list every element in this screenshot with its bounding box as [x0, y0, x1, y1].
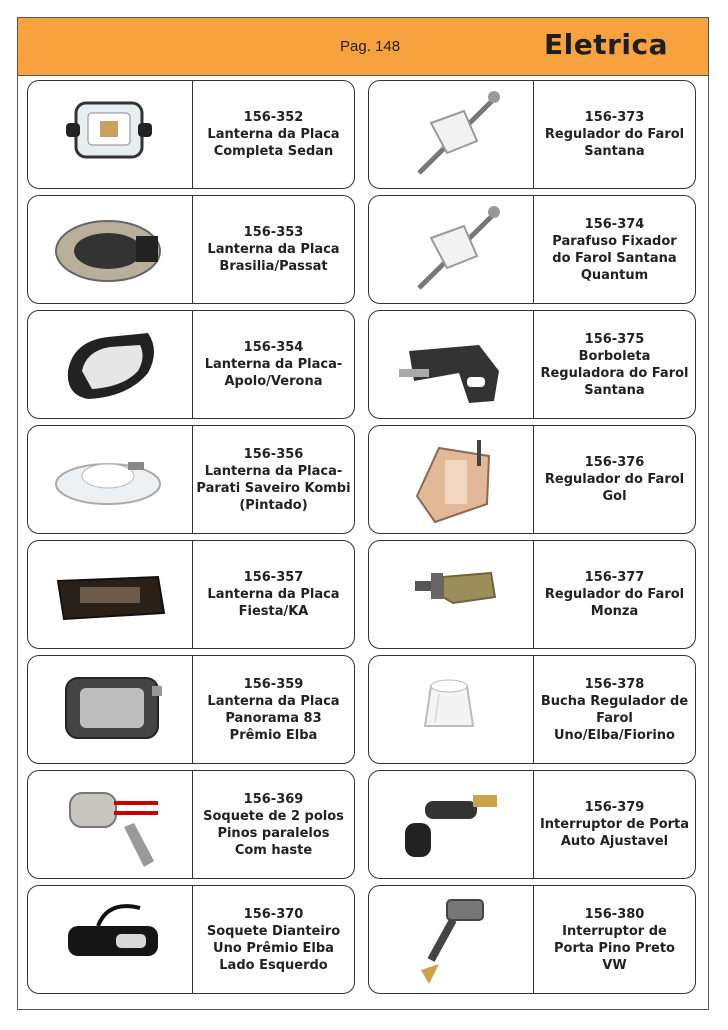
- product-info: [536, 656, 693, 763]
- product-info: [195, 426, 352, 533]
- product-description-line: Regulador do Farol: [544, 587, 685, 602]
- product-info: [195, 81, 352, 188]
- product-description-line: Santana: [584, 382, 645, 398]
- product-description-line: Parafuso Fixador: [552, 233, 677, 249]
- headlight-regulator-olive-icon: [369, 541, 534, 647]
- product-code: 156-354: [243, 340, 304, 355]
- product-description-line: Gol: [602, 489, 627, 504]
- door-pin-switch-icon: [369, 886, 534, 992]
- product-description-line: Fiesta/KA: [238, 604, 309, 619]
- product-description-line: Uno Prêmio Elba: [213, 940, 334, 956]
- product-image: [369, 81, 534, 188]
- product-card: [368, 310, 696, 419]
- product-card: [27, 80, 355, 189]
- license-lamp-black-icon: [28, 311, 193, 417]
- product-image: [28, 196, 193, 303]
- product-info: [536, 196, 693, 303]
- product-description-line: Lanterna da Placa-: [204, 357, 343, 372]
- product-code: 156-369: [243, 791, 304, 807]
- product-code: 156-357: [243, 570, 304, 585]
- product-image: [28, 771, 193, 878]
- license-lamp-smoked-icon: [28, 541, 193, 647]
- product-description-line: Porta Pino Preto: [554, 940, 675, 956]
- product-description-line: Pinos paralelos: [217, 825, 330, 841]
- product-code: 156-374: [584, 216, 645, 232]
- product-info: [195, 886, 352, 993]
- product-code: 156-378: [584, 676, 645, 692]
- product-card: [368, 770, 696, 879]
- product-card: [27, 425, 355, 534]
- product-description-line: Regulador do Farol: [544, 127, 685, 142]
- product-description-line: Panorama 83: [225, 710, 322, 726]
- product-code: 156-373: [584, 110, 645, 125]
- product-card: [368, 540, 696, 649]
- product-description-line: Santana: [584, 144, 645, 159]
- product-info: [195, 656, 352, 763]
- product-image: [369, 426, 534, 533]
- product-description-line: Soquete de 2 polos: [203, 808, 344, 824]
- product-description-line: Com haste: [234, 842, 313, 858]
- product-description-line: Monza: [590, 604, 639, 619]
- headlight-regulator-beige-icon: [369, 426, 534, 532]
- product-info: [195, 311, 352, 418]
- product-description-line: Brasilia/Passat: [219, 259, 328, 274]
- product-description-line: VW: [602, 957, 627, 973]
- product-description-line: Completa Sedan: [213, 144, 334, 159]
- product-description-line: Lanterna da Placa: [207, 587, 340, 602]
- bulb-socket-icon: [28, 771, 193, 877]
- product-image: [28, 426, 193, 533]
- product-code: 156-370: [243, 906, 304, 922]
- product-description-line: Uno/Elba/Fiorino: [554, 727, 675, 743]
- product-card: [27, 770, 355, 879]
- product-image: [369, 886, 534, 993]
- product-code: 156-359: [243, 676, 304, 692]
- product-code: 156-375: [584, 331, 645, 347]
- product-card: [368, 425, 696, 534]
- product-image: [369, 541, 534, 648]
- product-card: [27, 885, 355, 994]
- product-description-line: Reguladora do Farol: [540, 365, 689, 381]
- product-image: [28, 311, 193, 418]
- product-description-line: Interruptor de Porta: [539, 817, 690, 832]
- product-image: [28, 81, 193, 188]
- product-description-line: Lado Esquerdo: [219, 957, 328, 973]
- license-lamp-transparent-icon: [28, 426, 193, 532]
- product-description-line: Lanterna da Placa-: [204, 463, 343, 479]
- regulator-bushing-icon: [369, 656, 534, 762]
- product-info: [536, 81, 693, 188]
- product-card: [27, 310, 355, 419]
- product-card: [27, 540, 355, 649]
- product-code: 156-376: [584, 455, 645, 470]
- product-image: [28, 541, 193, 648]
- butterfly-regulator-icon: [369, 311, 534, 417]
- page-header: [18, 18, 708, 76]
- product-description-line: Lanterna da Placa: [207, 242, 340, 257]
- product-code: 156-379: [584, 800, 645, 815]
- product-info: [195, 771, 352, 878]
- product-description-line: Interruptor de: [562, 923, 667, 939]
- product-description-line: Auto Ajustavel: [560, 834, 669, 849]
- product-image: [28, 886, 193, 993]
- product-card: [368, 655, 696, 764]
- front-socket-icon: [28, 886, 193, 992]
- product-info: [536, 426, 693, 533]
- product-code: 156-353: [243, 225, 304, 240]
- section-title: Eletrica: [544, 28, 668, 61]
- product-description-line: (Pintado): [239, 497, 308, 513]
- product-info: [536, 311, 693, 418]
- product-info: [536, 541, 693, 648]
- product-description-line: Lanterna da Placa: [207, 127, 340, 142]
- product-description-line: Quantum: [580, 267, 649, 283]
- product-card: [368, 195, 696, 304]
- headlight-fixing-screw-icon: [369, 196, 534, 302]
- page-number: Pag. 148: [340, 38, 401, 55]
- product-image: [369, 311, 534, 418]
- door-switch-icon: [369, 771, 534, 877]
- product-info: [536, 886, 693, 993]
- product-code: 156-352: [243, 110, 304, 125]
- product-description-line: Apolo/Verona: [224, 374, 323, 389]
- product-card: [27, 655, 355, 764]
- headlight-adjuster-screw-icon: [369, 81, 534, 187]
- product-description-line: Bucha Regulador de: [540, 693, 689, 709]
- product-description-line: Borboleta: [578, 348, 651, 364]
- product-info: [536, 771, 693, 878]
- product-card: [27, 195, 355, 304]
- product-card: [368, 80, 696, 189]
- product-code: 156-356: [243, 446, 304, 462]
- product-image: [369, 196, 534, 303]
- product-image: [369, 771, 534, 878]
- product-image: [28, 656, 193, 763]
- product-description-line: Lanterna da Placa: [207, 693, 340, 709]
- product-description-line: do Farol Santana: [552, 250, 677, 266]
- license-lamp-rect-icon: [28, 656, 193, 762]
- license-lamp-clear-icon: [28, 81, 193, 187]
- product-description-line: Farol: [596, 710, 633, 726]
- product-code: 156-380: [584, 906, 645, 922]
- product-description-line: Parati Saveiro Kombi: [196, 480, 351, 496]
- product-info: [195, 541, 352, 648]
- license-lamp-oval-icon: [28, 196, 193, 302]
- product-description-line: Prêmio Elba: [229, 727, 318, 743]
- product-info: [195, 196, 352, 303]
- product-image: [369, 656, 534, 763]
- product-description-line: Soquete Dianteiro: [206, 923, 341, 939]
- product-description-line: Regulador do Farol: [544, 472, 685, 487]
- product-code: 156-377: [584, 570, 645, 585]
- product-card: [368, 885, 696, 994]
